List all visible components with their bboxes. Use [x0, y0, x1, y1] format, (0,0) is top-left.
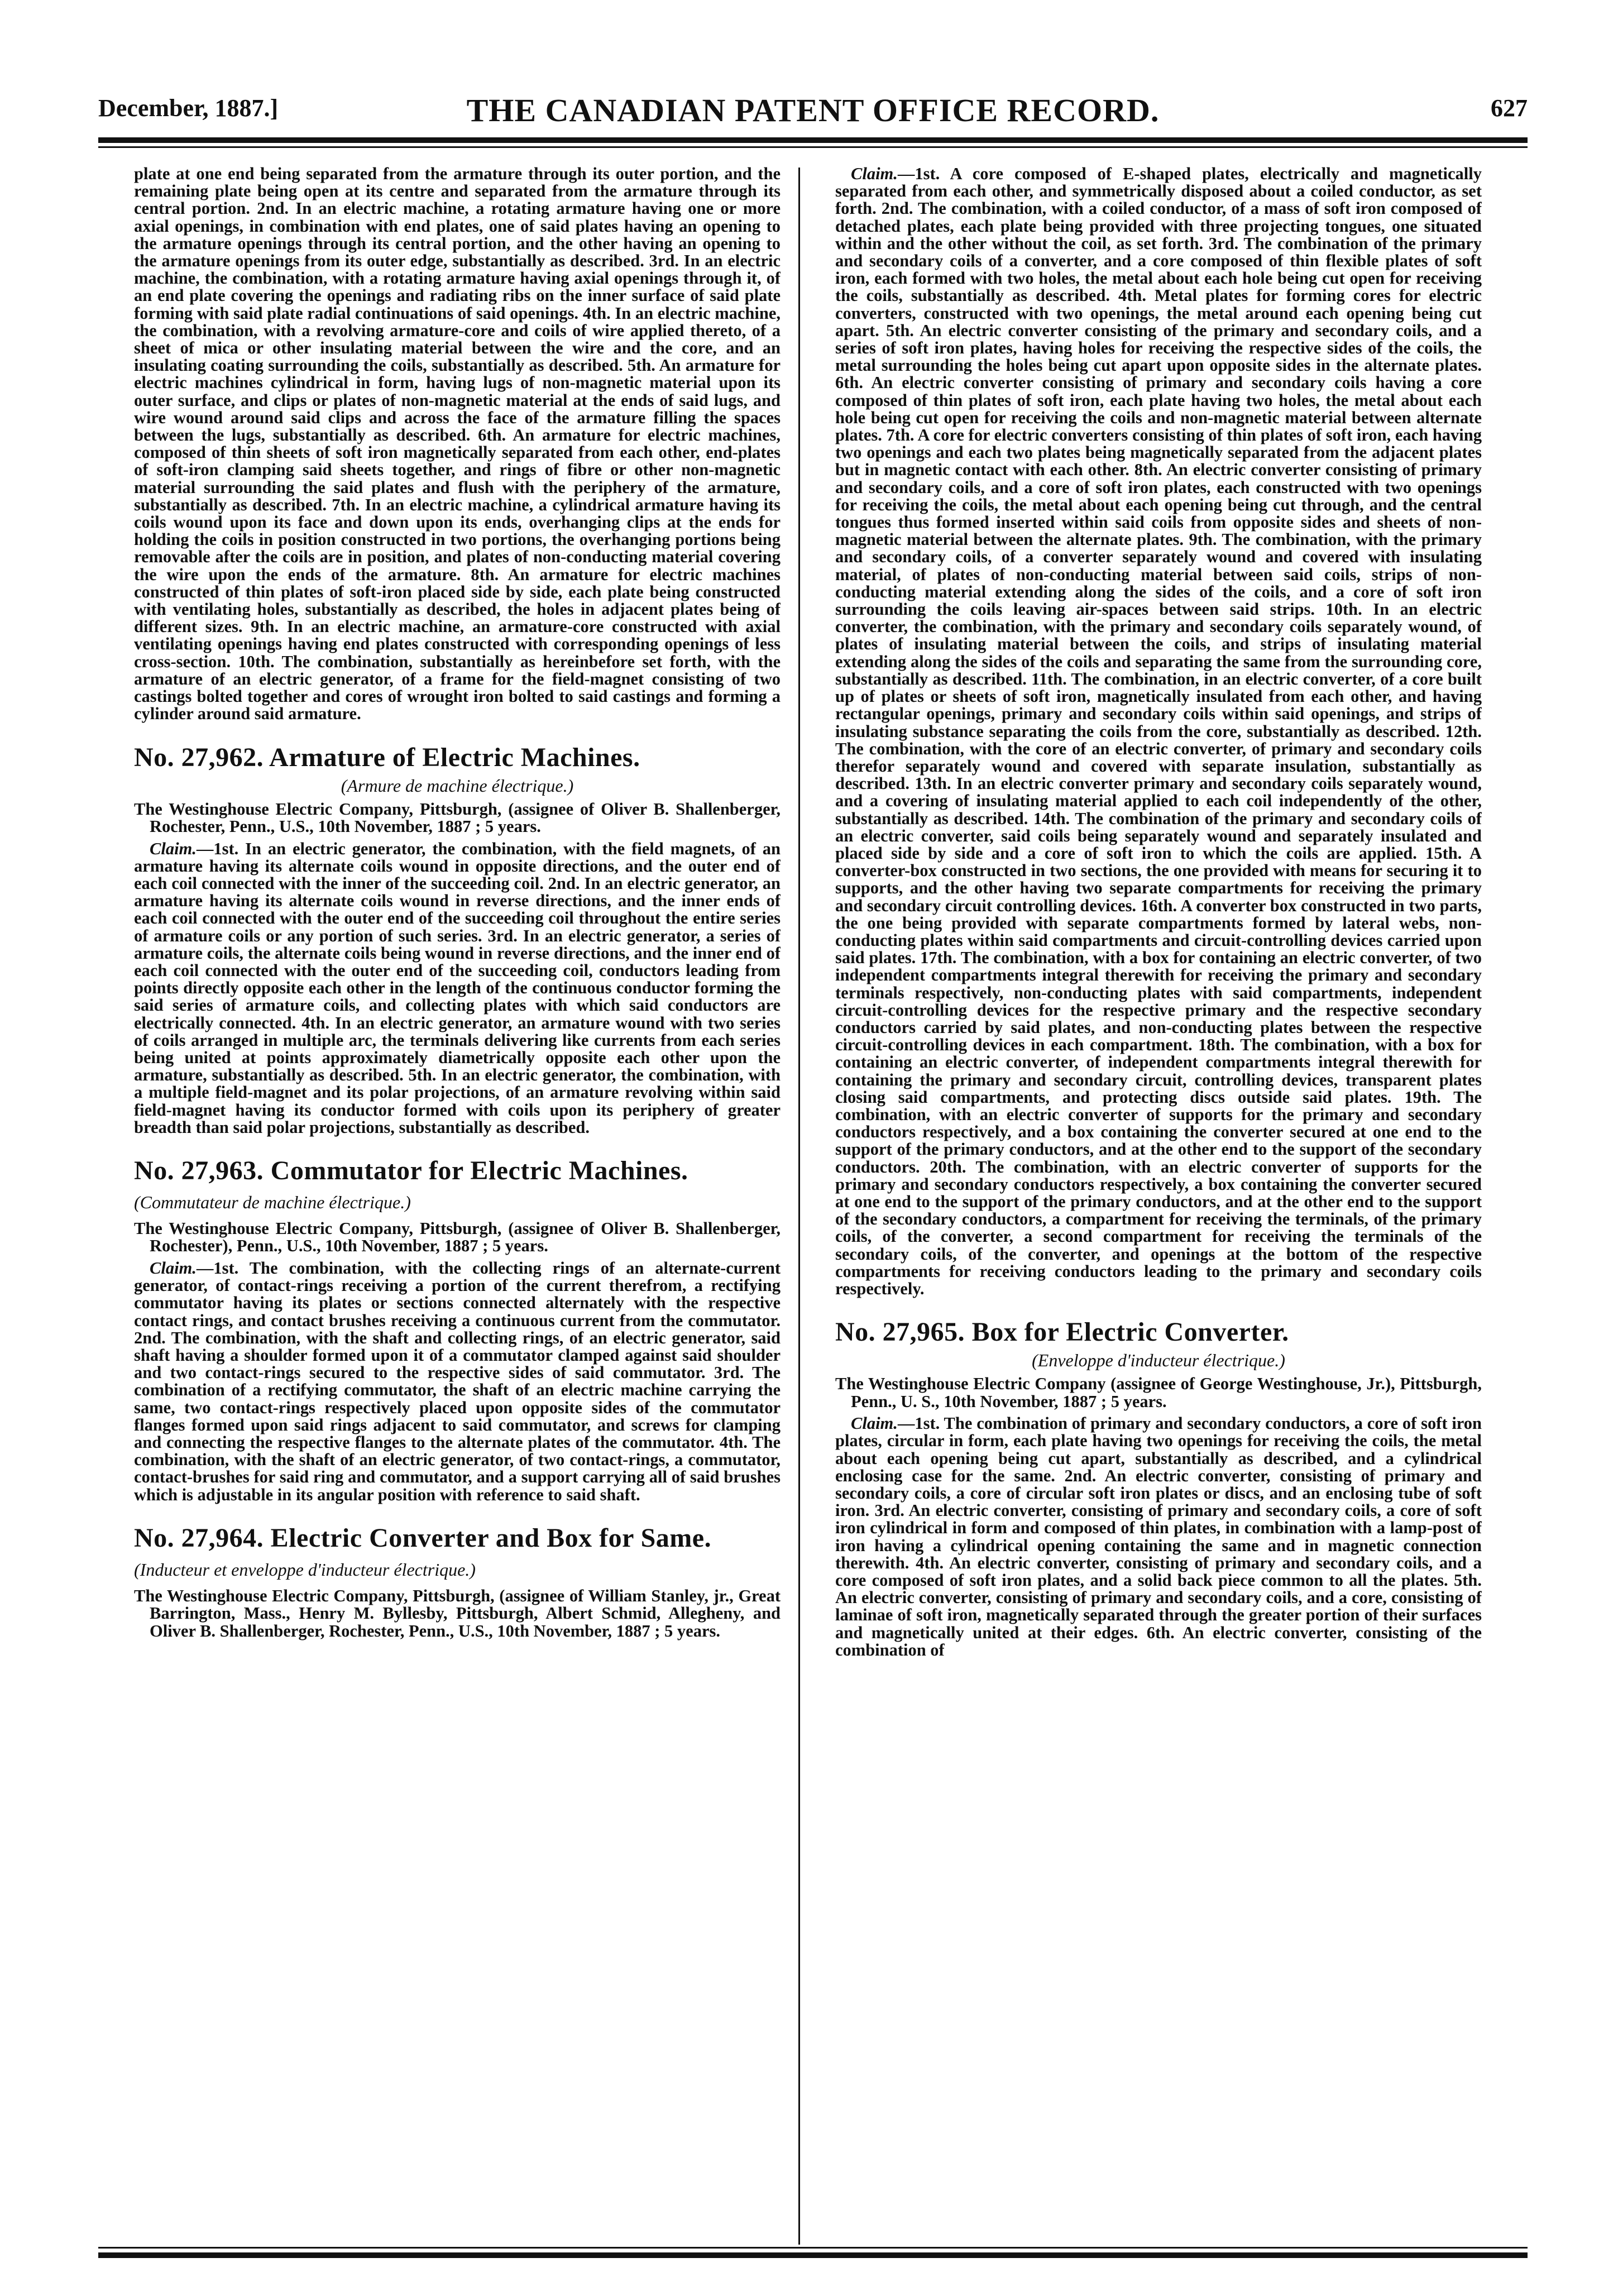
patent-title: Commutator for Electric Machines. — [270, 1155, 688, 1185]
claim-text: —1st. A core composed of E-shaped plates, electrically and magnetically separated from each other, and symmetrically disposed about a coiled conductor, as set forth. 2nd. The combination, with a coiled conductor, of a mass of soft iron composed of detached plates, each plate being provided with three projecting tongues, one situated within and the other without the coil, as set forth. 3rd. The combination of the primary and secondary coils of a converter, and a core composed of thin flexible plates of soft iron, each formed with two holes, the metal about each hole being cut open for receiving the coils, substantially as described. 4th. Metal plates for forming cores for electric converters, constructed with two openings, the metal around each opening being cut apart. 5th. An electric converter consisting of the primary and secondary coils, and a series of soft iron plates, having holes for receiving the respective sides of the coils, the metal surrounding the holes being cut apart upon opposite sides in the alternate plates. 6th. An electric converter consisting of primary and secondary coils having a core composed of thin plates of soft iron, each plate having two holes, the metal about each hole being cut open for receiving the coils and non-magnetic material between alternate plates. 7th. A core for electric converters consisting of thin plates of soft iron, each having two openings and each two plates being magnetically separated from the adjacent plates but in magnetic contact with each other. 8th. An electric converter consisting of primary and secondary coils, and a core of soft iron plates, each constructed with two openings for receiving the coils, the metal about each opening being cut through, and the central tongues thus formed inserted within said coils from opposite sides and sheets of non-magnetic material between the alternate plates. 9th. The combination, with the primary and secondary coils, of a converter separately wound and covered with insulating material, of plates of non-conducting material between said coils, strips of non-conducting material extending along the sides of the coils, and a core of soft iron surrounding the coils leaving air-spaces between said strips. 10th. In an electric converter, the combination, with the primary and secondary coils separately wound, of plates of insulating material between the coils, and strips of insulating material extending along the sides of the coils and separating the same from the surrounding core, substantially as described. 11th. The combination, in an electric converter, of a core built up of plates or sheets of soft iron, magnetically insulated from each other, and having rectangular openings, primary and secondary coils within said openings, and strips of insulating substance separating the coils from the core, substantially as described. 12th. The combination, with the core of an electric converter, of primary and secondary coils therefor separately wound and covered with separate insulation, substantially as described. 13th. In an electric converter primary and secondary coils separately wound, and a covering of insulating material applied to each coil independently of the other, substantially as described. 14th. The combination of the primary and secondary coils of an electric converter, said coils being separately wound and separately insulated and placed side by side and a core of soft iron to which the coils are applied. 15th. A converter-box constructed in two sections, the one provided with means for securing it to supports, and the other having two separate compartments for receiving the primary and secondary circuit controlling devices. 16th. A converter box constructed in two parts, the one being provided with separate compartments formed by lateral webs, non-conducting plates within said compartments and circuit-controlling devices carried upon said plates. 17th. The combination, with a box for containing an electric converter, of two independent compartments integral therewith for receiving the primary and secondary terminals respectively, non-conducting plates with said compartments, independent circuit-controlling devices for the respective primary and the respective secondary conductors carried by said plates, and non-conducting plates between the respective circuit-controlling devices in each compartment. 18th. The combination, with a box for containing an electric converter, of independent compartments integral therewith for containing the primary and secondary circuit, controlling devices, transparent plates closing said compartments, and protecting discs outside said plates. 19th. The combination, with an electric converter of supports for the primary and secondary conductors respectively, and a box containing the converter secured at one end to the support of the primary conductors, and at the other end to the support of the secondary conductors. 20th. The combination, with an electric converter of supports for the primary and secondary conductors respectively, a box containing the converter secured at one end to the support of the primary conductors, and at the other end to the support of the secondary conductors, a compartment for receiving the terminals, of the primary coils, of the converter, a second compartment for receiving the terminals of the secondary coils, of the converter, and openings at the bottom of the respective compartments for receiving conductors leading to the primary and secondary coils respectively. — [835, 165, 1482, 1298]
continued-claims-text: plate at one end being separated from the armature through its outer portion, and the remaining plate being open at its centre and separated from the armature through its central portion. 2nd. In an electric machine, a rotating armature having one or more axial openings, in combination with end plates, one of said plates having an opening to the armature openings through its central portion, and the other having an opening to the armature openings from its outer edge, substantially as described. 3rd. In an electric machine, the combination, with a rotating armature having axial openings through it, of an end plate covering the openings and radiating ribs on the inner surface of said plate forming with said plate radial continuations of said openings. 4th. In an electric machine, the combination, with a revolving armature-core and coils of wire applied thereto, of a sheet of mica or other insulating material between the wire and the core, and an insulating coating surrounding the coils, substantially as described. 5th. An armature for electric machines cylindrical in form, having lugs of non-magnetic material upon its outer surface, and clips or plates of non-magnetic material at the ends of said lugs, and wire wound around said clips and across the face of the armature filling the spaces between the lugs, substantially as described. 6th. An armature for electric machines, composed of thin sheets of soft iron magnetically separated from each other, end-plates of soft-iron clamping said sheets together, and rings of fibre or other non-magnetic material surrounding the said plates and flush with the periphery of the armature, substantially as described. 7th. In an electric machine, a cylindrical armature having its coils wound upon its face and down upon its ends, overhanging clips at the ends for holding the coils in position constructed in two portions, the overhanging portions being removable after the coils are in position, and plates of non-conducting material covering the wire upon the ends of the armature. 8th. An armature for electric machines constructed of thin plates of soft-iron placed side by side, each plate being constructed with ventilating holes, substantially as described, the holes in adjacent plates being of different sizes. 9th. In an electric machine, an armature-core constructed with axial ventilating openings having end plates constructed with corresponding openings of less cross-section. 10th. The combination, substantially as hereinbefore set forth, with the armature of an electric generator, of a frame for the field-magnet consisting of two castings bolted together and cores of wrought iron bolted to said castings and forming a cylinder around said armature. — [134, 165, 781, 724]
claim-text: —1st. The combination of primary and secondary conductors, a core of soft iron plates, circular in form, each plate having two openings for receiving the coils, the metal about each opening being cut apart, substantially as described, and a cylindrical enclosing case for the same. 2nd. An electric converter, consisting of primary and secondary coils, a core of circular soft iron plates or discs, and an enclosing tube of soft iron. 3rd. An electric converter, consisting of primary and secondary coils, a core of soft iron cylindrical in form and composed of thin plates, in combination with a lamp-post of iron having a cylindrical opening containing the same and in magnetic connection therewith. 4th. An electric converter, consisting of primary and secondary coils, and a core composed of soft iron plates, and a solid back piece common to all the plates. 5th. An electric converter, consisting of primary and secondary coils, and a core, consisting of laminae of soft iron, magnetically separated through the greater portion of their surfaces and magnetically united at their edges. 6th. An electric converter, consisting of the combination of — [835, 1414, 1482, 1659]
patent-heading-27962 — [134, 743, 781, 772]
patent-title: Electric Converter and Box for Same. — [270, 1523, 712, 1553]
publication-title: THE CANADIAN PATENT OFFICE RECORD. — [466, 92, 1160, 128]
assignee-line: The Westinghouse Electric Company, Pittsburgh, (assignee of Oliver B. Shallenberger, Rochester), Penn., U.S., 10th November, 1887 ; 5 years. — [134, 1218, 781, 1256]
right-column — [835, 165, 1482, 2242]
patent-number: No. 27,965. — [835, 1317, 965, 1347]
patent-number: No. 27,963. — [134, 1155, 264, 1185]
footer-rule-thin — [98, 2247, 1528, 2249]
claim-label: Claim. — [851, 165, 898, 183]
claims-27963 — [134, 1260, 781, 1504]
issue-date: December, 1887.] — [98, 94, 279, 122]
french-title: (Armure de machine électrique.) — [341, 775, 574, 796]
claim-label: Claim. — [150, 839, 197, 858]
patent-heading-27965 — [835, 1318, 1482, 1347]
claim-label: Claim. — [150, 1258, 197, 1278]
patent-title: Box for Electric Converter. — [971, 1317, 1289, 1347]
assignee-line: The Westinghouse Electric Company, Pittsburgh, (assignee of Oliver B. Shallenberger, Rochester, Penn., U.S., 10th November, 1887 ; 5 years. — [134, 799, 781, 836]
left-column — [134, 165, 781, 2242]
patent-number: No. 27,962. — [134, 742, 264, 772]
french-title: (Commutateur de machine électrique.) — [134, 1192, 411, 1212]
header-rule-thick — [98, 137, 1528, 143]
french-title: (Enveloppe d'inducteur électrique.) — [1032, 1350, 1285, 1371]
column-divider — [798, 168, 800, 2245]
patent-number: No. 27,964. — [134, 1523, 264, 1553]
claims-27962 — [134, 840, 781, 1136]
claim-label: Claim. — [851, 1414, 898, 1433]
page-number: 627 — [1491, 94, 1528, 122]
assignee-line: The Westinghouse Electric Company (assignee of George Westinghouse, Jr.), Pittsburgh, Penn., U. S., 10th November, 1887 ; 5 years. — [835, 1374, 1482, 1411]
patent-heading-27964 — [134, 1524, 781, 1584]
french-title: (Inducteur et enveloppe d'inducteur électrique.) — [134, 1559, 476, 1580]
assignee-line: The Westinghouse Electric Company, Pittsburgh, (assignee of William Stanley, jr., Great Barrington, Mass., Henry M. Byllesby, Pittsburgh, Albert Schmid, Allegheny, and Oliver B. Shallenberger, Rochester, Penn., U.S., 10th November, 1887 ; 5 years. — [134, 1586, 781, 1640]
footer-rule-thick — [98, 2252, 1528, 2258]
claims-27964 — [835, 165, 1482, 1298]
header-rule-thin — [98, 146, 1528, 148]
claim-text: —1st. In an electric generator, the combination, with the field magnets, of an armature having its alternate coils wound in opposite directions, and the outer end of each coil connected with the inner of the succeeding coil. 2nd. In an electric generator, an armature having its alternate coils wound in reverse directions, and the inner ends of each coil connected with the outer end of the succeeding coil throughout the entire series of armature coils or any portion of such series. 3rd. In an electric generator, a series of armature coils, the alternate coils being wound in reverse directions, and the inner end of each coil connected with the outer end of the succeeding coil, conductors leading from points directly opposite each other in the length of the continuous conductor forming the said series of armature coils, and collecting plates with which said conductors are electrically connected. 4th. In an electric generator, an armature wound with two series of coils arranged in multiple arc, the terminals delivering like currents from each series being united at points approximately diametrically opposite each other upon the armature, substantially as described. 5th. In an electric generator, the combination, with a multiple field-magnet and its polar projections, of an armature revolving within said field-magnet having its conductor formed with coils upon its periphery of greater breadth than said polar projections, substantially as described. — [134, 839, 781, 1137]
patent-heading-27963 — [134, 1156, 781, 1217]
running-head — [98, 94, 1528, 133]
patent-title: Armature of Electric Machines. — [269, 742, 640, 772]
claims-27965 — [835, 1415, 1482, 1659]
claim-text: —1st. The combination, with the collecting rings of an alternate-current generator, of contact-rings receiving a portion of the current therefrom, a rectifying commutator having its plates or sections connected alternately with the respective contact rings, and contact brushes receiving a continuous current from the commutator. 2nd. The combination, with the shaft and collecting rings, of an electric generator, said shaft having a shoulder formed upon it of a commutator clamped against said shoulder and two contact-rings secured to the respective sides of said commutator. 3rd. The combination of a rectifying commutator, the shaft of an electric machine carrying the same, two contact-rings respectively placed upon opposite sides of the commutator flanges formed upon said rings adjacent to said commutator, and screws for clamping and connecting the respective flanges to the alternate plates of the commutator. 4th. The combination, with the shaft of an electric generator, of two contact-rings, a commutator, contact-brushes for said ring and commutator, and a support carrying all of said brushes which is adjustable in its angular position with reference to said shaft. — [134, 1258, 781, 1504]
